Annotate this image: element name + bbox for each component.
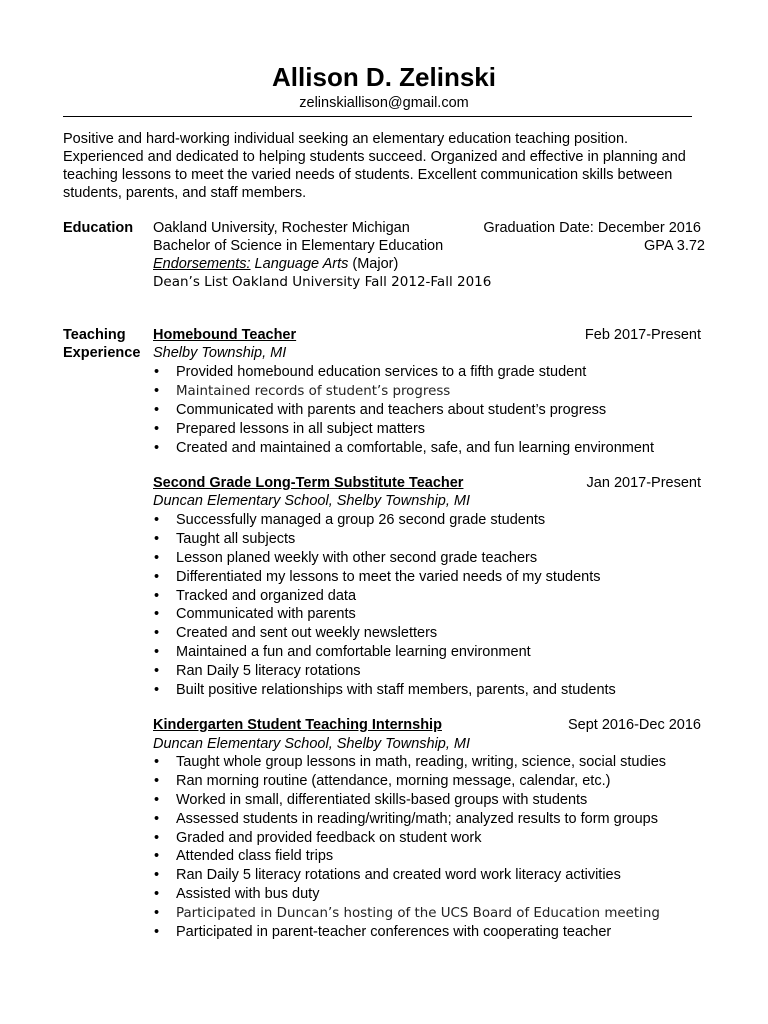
- list-item: [153, 439, 654, 458]
- bullet-icon: •: [154, 682, 160, 699]
- experience-label-line1: Teaching: [63, 327, 126, 343]
- bullet-icon: •: [154, 772, 160, 789]
- bullet-icon: •: [154, 401, 160, 418]
- list-item: [153, 681, 616, 700]
- endorsements-note: (Major): [348, 256, 399, 272]
- bullet-text: Created and sent out weekly newsletters: [176, 625, 438, 642]
- job-title: Second Grade Long-Term Substitute Teacher: [153, 475, 464, 491]
- bullet-icon: •: [154, 644, 160, 661]
- list-item: [153, 511, 616, 530]
- bullet-text: Maintained a fun and comfortable learning environment: [176, 644, 531, 661]
- bullet-icon: •: [154, 829, 160, 846]
- job-title: Kindergarten Student Teaching Internship: [153, 717, 442, 733]
- list-item: [153, 549, 616, 568]
- list-item: [153, 605, 616, 624]
- bullet-icon: •: [154, 364, 160, 380]
- bullet-icon: •: [154, 382, 160, 399]
- bullet-icon: •: [154, 663, 160, 680]
- candidate-name: Allison D. Zelinski: [272, 62, 496, 92]
- bullet-text: Taught whole group lessons in math, reading, writing, science, social studies: [176, 754, 667, 770]
- bullet-text: Graded and provided feedback on student work: [176, 829, 482, 846]
- bullet-text: Successfully managed a group 26 second grade students: [176, 512, 546, 528]
- bullet-icon: •: [154, 420, 160, 437]
- list-item: [153, 885, 666, 904]
- experience-label-line2: Experience: [63, 345, 141, 361]
- bullet-icon: •: [154, 568, 160, 585]
- list-item: [153, 420, 654, 439]
- bullet-text: Provided homebound education services to a fifth grade student: [176, 364, 587, 380]
- list-item: [153, 382, 654, 401]
- email-address: zelinskiallison@gmail.com: [299, 95, 469, 111]
- bullet-icon: •: [154, 530, 160, 547]
- list-item: [153, 866, 666, 885]
- bullet-icon: •: [154, 549, 160, 566]
- bullet-text: Ran Daily 5 literacy rotations: [176, 663, 361, 680]
- education-endorsements: [153, 255, 398, 273]
- bullet-icon: •: [154, 587, 160, 604]
- bullet-text: Communicated with parents: [176, 606, 356, 623]
- bullet-text: Participated in Duncan’s hosting of the UCS Board of Education meeting: [176, 906, 660, 922]
- list-item: [153, 624, 616, 643]
- bullet-text: Prepared lessons in all subject matters: [176, 420, 426, 437]
- list-item: [153, 662, 616, 681]
- bullet-text: Assisted with bus duty: [176, 886, 320, 903]
- bullet-icon: •: [154, 791, 160, 808]
- bullet-text: Lesson planed weekly with other second grade teachers: [176, 549, 538, 566]
- bullet-text: Attended class field trips: [176, 848, 334, 865]
- bullet-icon: •: [154, 810, 160, 827]
- education-deans-list: Dean’s List Oakland University Fall 2012-Fall 2016: [153, 274, 492, 290]
- list-item: [153, 401, 654, 420]
- job-dates: Sept 2016-Dec 2016: [567, 717, 701, 733]
- education-degree: Bachelor of Science in Elementary Education: [153, 238, 444, 254]
- job-bullet-list: [153, 363, 654, 457]
- list-item: [153, 847, 666, 866]
- education-graduation-date: Graduation Date: December 2016: [483, 220, 701, 236]
- bullet-icon: •: [154, 886, 160, 903]
- job-dates: Jan 2017-Present: [586, 475, 701, 491]
- bullet-text: Built positive relationships with staff members, parents, and students: [176, 682, 616, 699]
- bullet-icon: •: [154, 606, 160, 623]
- bullet-text: Communicated with parents and teachers about student’s progress: [176, 401, 607, 418]
- bullet-text: Taught all subjects: [176, 530, 296, 547]
- education-gpa: GPA 3.72: [644, 238, 705, 254]
- endorsements-value: Language Arts: [250, 256, 349, 272]
- bullet-text: Participated in parent-teacher conferences with cooperating teacher: [176, 924, 612, 941]
- bullet-text: Worked in small, differentiated skills-based groups with students: [176, 791, 588, 808]
- list-item: [153, 363, 654, 382]
- endorsements-label: Endorsements:: [153, 256, 251, 272]
- job-bullet-list: [153, 511, 616, 700]
- job-location: Duncan Elementary School, Shelby Township, MI: [153, 493, 471, 509]
- bullet-text: Differentiated my lessons to meet the varied needs of my students: [176, 568, 601, 585]
- job-dates: Feb 2017-Present: [584, 327, 701, 343]
- bullet-text: Ran Daily 5 literacy rotations and created word work literacy activities: [176, 867, 621, 884]
- list-item: [153, 810, 666, 829]
- bullet-text: Maintained records of student’s progress: [176, 383, 451, 399]
- bullet-icon: •: [154, 754, 160, 770]
- job-bullet-list: [153, 753, 666, 942]
- list-item: [153, 643, 616, 662]
- list-item: [153, 829, 666, 848]
- bullet-icon: •: [154, 905, 160, 922]
- header-divider: [63, 116, 692, 117]
- bullet-text: Assessed students in reading/writing/math; analyzed results to form groups: [176, 810, 658, 827]
- job-location: Shelby Township, MI: [153, 345, 287, 361]
- list-item: [153, 568, 616, 587]
- bullet-icon: •: [154, 439, 160, 456]
- summary-paragraph: Positive and hard-working individual seeking an elementary education teaching position. Experienced and dedicated to helping students succeed. Organized and effective in planning and teaching lessons to meet the varied needs of students. Excellent communication skills between students, parents, and staff members.: [63, 131, 686, 201]
- list-item: [153, 753, 666, 772]
- list-item: [153, 791, 666, 810]
- education-label: Education: [63, 220, 134, 236]
- education-school: Oakland University, Rochester Michigan: [153, 220, 410, 236]
- list-item: [153, 530, 616, 549]
- bullet-text: Ran morning routine (attendance, morning message, calendar, etc.): [176, 772, 611, 789]
- list-item: [153, 904, 666, 923]
- bullet-icon: •: [154, 867, 160, 884]
- list-item: [153, 923, 666, 942]
- bullet-icon: •: [154, 512, 160, 528]
- bullet-icon: •: [154, 924, 160, 941]
- list-item: [153, 772, 666, 791]
- bullet-text: Created and maintained a comfortable, safe, and fun learning environment: [176, 439, 654, 456]
- job-location: Duncan Elementary School, Shelby Township, MI: [153, 736, 471, 752]
- list-item: [153, 587, 616, 606]
- bullet-icon: •: [154, 848, 160, 865]
- bullet-text: Tracked and organized data: [176, 587, 357, 604]
- bullet-icon: •: [154, 625, 160, 642]
- job-title: Homebound Teacher: [153, 327, 297, 343]
